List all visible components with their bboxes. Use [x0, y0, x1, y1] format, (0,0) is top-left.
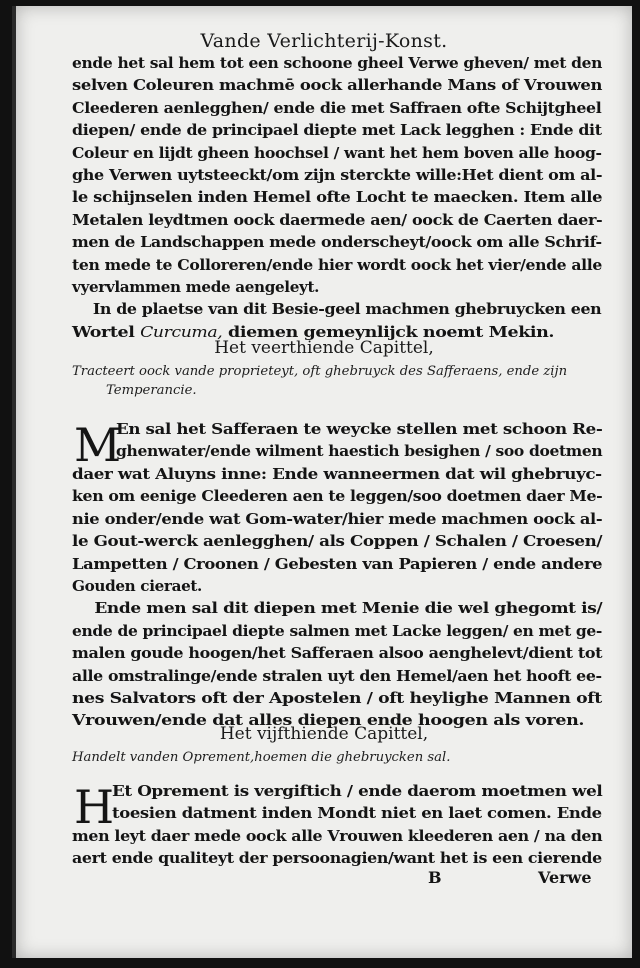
text-line: ten mede te Colloreren/ende hier wordt oock het vier/ende alle — [72, 255, 602, 274]
text-line: malen goude hoogen/het Safferaen alsoo aenghelevt/dient tot — [72, 644, 603, 663]
summary-line: Tracteert oock vande proprieteyt, oft ghebruyck des Safferaens, ende zijn — [72, 364, 568, 379]
text-line: men leyt daer mede oock alle Vrouwen kleederen aen / na den — [72, 827, 603, 845]
text-line: Coleur en lijdt gheen hoochsel / want het hem boven alle hoog- — [72, 143, 602, 162]
text-line: Gouden cieraet. — [72, 577, 202, 596]
chapter-15-heading: Het vijfthiende Capittel, — [219, 724, 429, 744]
text-line: ende het sal hem tot een schoone gheel Verwe gheven/ met den — [72, 54, 603, 72]
text-line: En sal het Safferaen te weycke stellen met schoon Re- — [116, 420, 603, 438]
text-line: men de Landschappen mede onderscheyt/oock om alle Schrif- — [72, 233, 602, 252]
text-line: le Gout-werck aenlegghen/ als Coppen / Schalen / Croesen/ — [72, 532, 603, 551]
text-line: ende de principael diepte salmen met Lacke leggen/ en met ge- — [72, 621, 602, 640]
text-line: aert ende qualiteyt der persoonagien/want het is een cierende — [72, 849, 602, 868]
chapter-15-hang-lines — [112, 780, 604, 825]
text-line: Et Oprement is vergiftich / ende daerom moetmen wel — [112, 782, 603, 800]
chapter-14-heading: Het veerthiende Capittel, — [214, 338, 434, 358]
text-line: vyervlammen mede aengeleyt. — [72, 278, 320, 297]
text-line: ghenwater/ende wilment haestich besighen / soo doetmen — [116, 442, 603, 461]
text-line: ghe Verwen uytsteeckt/om zijn stercktе wille:Het dient om al- — [72, 166, 603, 185]
intro-paragraph — [72, 52, 604, 343]
text-line: In de plaetse van dit Besie-geel machmen ghebruycken een — [92, 300, 602, 319]
latin-term: Curcuma, — [140, 322, 223, 341]
text-line: Vrouwen/ende dat alles diepen ende hoogen als voren. — [72, 711, 585, 730]
text-fragment: Wortel — [72, 322, 141, 341]
page-footer — [16, 868, 632, 892]
text-line: nie onder/ende wat Gom-water/hier mede machmen oock al- — [72, 509, 603, 528]
text-line: diepen/ ende de principael diepte met Lack legghen : Ende dit — [72, 121, 602, 140]
text-line: le schijnselen inden Hemel ofte Locht te maecken. Item alle — [72, 188, 603, 207]
text-line: ken om eenige Cleederen aen te leggen/soo doetmen daer Me- — [72, 487, 603, 506]
chapter-14-summary — [72, 362, 602, 400]
text-line: Cleederen aenlegghen/ ende die met Saffraen ofte Schijtgheel — [72, 98, 602, 117]
summary-line: Temperancie. — [106, 383, 197, 398]
text-line: Ende men sal dit diepen met Menie die wel ghegomt is/ — [94, 599, 603, 618]
drop-cap-h: H — [74, 780, 115, 834]
text-line: alle omstralinge/ende stralen uyt den Hemel/aen het hooft ee- — [72, 666, 602, 685]
book-page — [12, 6, 632, 958]
text-fragment: diemen gemeynlijck noemt Mekin. — [222, 322, 555, 341]
text-line: daer wat Aluyns inne: Ende wanneermen dat wil ghebruyc- — [72, 465, 602, 483]
text-line: nes Salvators oft der Apostelen / oft heylighe Mannen oft — [72, 689, 602, 708]
chapter-14-paragraph-1 — [72, 463, 604, 732]
chapter-15-summary: Handelt vanden Oprement,hoemen die ghebruycken sal. — [72, 750, 451, 765]
running-head: Vande Verlichterij-Konst. — [200, 30, 448, 52]
text-line: toesien datment inden Mondt niet en laet comen. Ende — [112, 804, 602, 823]
drop-cap-m: M — [74, 418, 122, 472]
catchword: Verwe — [538, 868, 592, 887]
text-line: Metalen leydtmen oock daermede aen/ oock de Caerten daer- — [72, 210, 603, 229]
text-line: Lampetten / Croonen / Gebesten van Papieren / ende andere — [72, 554, 603, 573]
signature-mark: B — [428, 868, 442, 887]
text-line: selven Coleuren machmē oock allerhande Mans of Vrouwen — [72, 76, 603, 95]
chapter-15-paragraph — [72, 825, 604, 870]
chapter-14-hang-lines — [116, 418, 604, 463]
